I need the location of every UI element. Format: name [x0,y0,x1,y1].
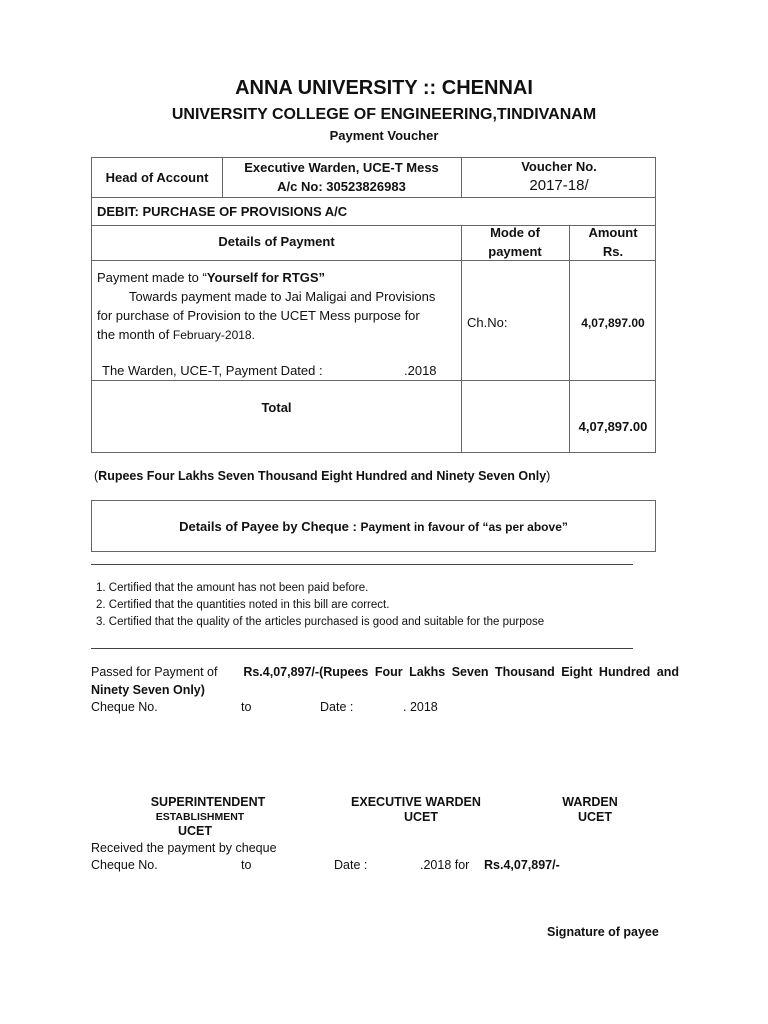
mode-of-payment-label-1: Mode of [490,225,540,240]
warden-title: WARDEN [562,795,618,809]
payee-details-box [91,500,656,552]
debit-line: DEBIT: PURCHASE OF PROVISIONS A/C [97,204,348,219]
university-title: ANNA UNIVERSITY :: CHENNAI [235,77,533,99]
details-of-payment-label: Details of Payment [218,234,335,249]
table-divider [569,225,570,452]
amount-label-2: Rs. [602,244,624,259]
amount-words-close: ) [546,469,551,483]
head-of-account-label: Head of Account [105,170,209,185]
amount-words-open: ( [94,469,99,483]
payment-month: February-2018. [172,328,255,342]
certification-item: 3. Certified that the quality of the articles purchased is good and suitable for the purpose [96,616,545,628]
details-line-3 [97,327,255,342]
passed-prefix: Passed for Payment of [91,665,218,679]
passed-date-label: Date : [320,700,354,714]
warden-ucet: UCET [577,810,613,824]
payee-details-label: Details of Payee by Cheque : [179,519,357,534]
executive-warden-ucet: UCET [403,810,439,824]
received-date-label: Date : [334,858,368,872]
college-title: UNIVERSITY COLLEGE OF ENGINEERING,TINDIVANAM [171,106,597,123]
passed-cheque-label: Cheque No. [91,700,158,714]
passed-for-payment [91,663,679,699]
table-divider [92,260,655,261]
table-divider [92,197,655,198]
received-date-year: .2018 for [420,858,470,872]
voucher-label: Voucher No. [521,159,597,174]
voucher-table [91,157,656,453]
table-divider [461,225,462,452]
warden-payment-dated: The Warden, UCE-T, Payment Dated : [102,363,323,378]
payee-details-text: Payment in favour of “as per above” [360,520,568,534]
amount-value: 4,07,897.00 [581,316,645,330]
amount-label-1: Amount [588,225,638,240]
warden-payment-year: .2018 [404,363,437,378]
certification-item: 2. Certified that the quantities noted in this bill are correct. [96,599,390,611]
mode-of-payment-label-2: payment [488,244,542,259]
received-cheque-label: Cheque No. [91,858,158,872]
voucher-number: 2017-18/ [529,177,589,194]
received-line: Received the payment by cheque [91,841,277,855]
total-value: 4,07,897.00 [578,419,648,434]
passed-date-year: . 2018 [403,700,438,714]
table-divider [92,380,655,381]
certifications-list [96,580,544,631]
document-title: Payment Voucher [329,128,439,143]
superintendent-ucet: UCET [178,824,213,838]
passed-to: to [241,700,252,714]
details-line-2: for purchase of Provision to the UCET Mess purpose for [97,308,420,323]
divider [91,564,633,565]
total-label: Total [261,400,292,415]
received-amount: Rs.4,07,897/- [484,858,560,872]
passed-amount: Rs.4,07,897/-(Rupees Four Lakhs Seven Thousand Eight Hundred and [243,665,679,679]
superintendent-establishment: ESTABLISHMENT [155,811,245,823]
amount-in-words [94,469,550,483]
details-line-1: Towards payment made to Jai Maligai and Provisions [129,289,436,304]
superintendent-title: SUPERINTENDENT [150,795,266,809]
amount-words-text: Rupees Four Lakhs Seven Thousand Eight Hundred and Ninety Seven Only [98,469,547,483]
executive-warden-title: EXECUTIVE WARDEN [351,795,481,809]
received-to: to [241,858,252,872]
payment-made-prefix: Payment made to “ [97,270,207,285]
mode-of-payment-value: Ch.No: [467,315,508,330]
certification-item: 1. Certified that the amount has not been paid before. [96,582,369,594]
account-name: Executive Warden, UCE-T Mess [244,160,439,175]
payee-name: Yourself for RTGS” [206,270,326,285]
signature-of-payee: Signature of payee [547,925,659,939]
payment-made-to [97,270,325,285]
account-number: A/c No: 30523826983 [277,179,406,194]
divider [91,648,633,649]
details-line-3-prefix: the month of [97,327,173,342]
passed-amount-continued: Ninety Seven Only) [91,683,205,697]
